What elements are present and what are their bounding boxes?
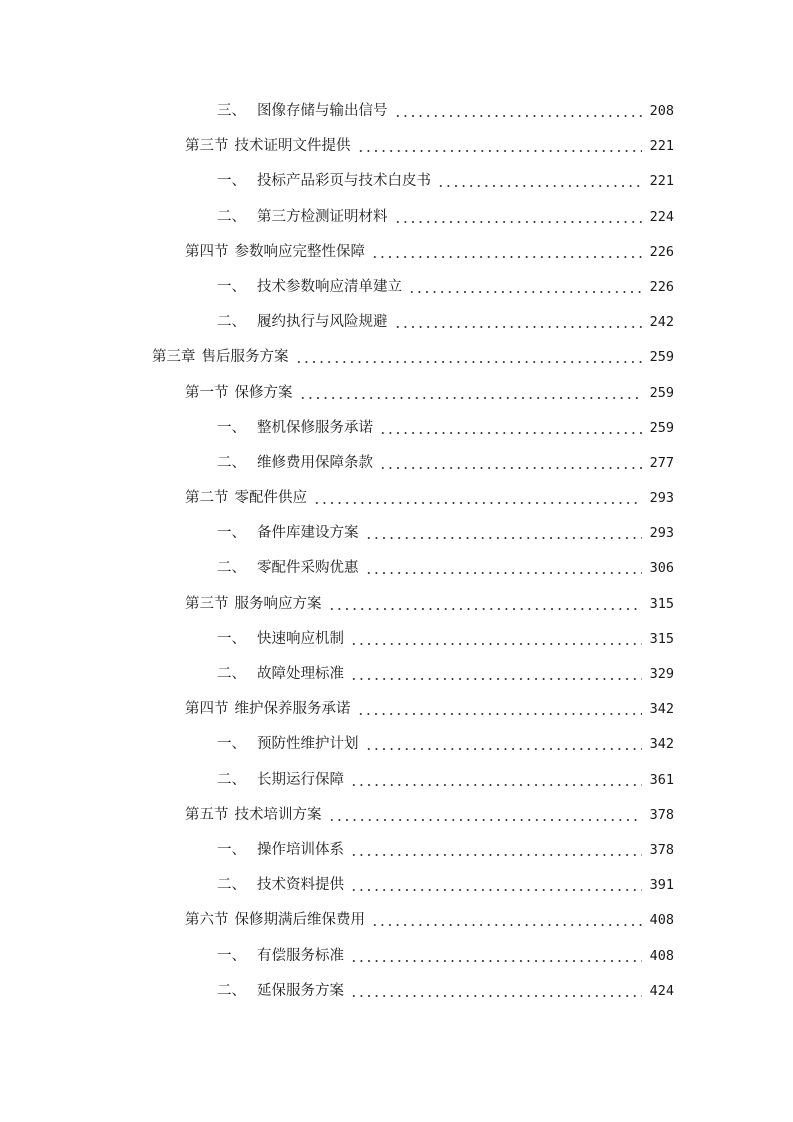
toc-entry-title: 维护保养服务承诺 (234, 701, 351, 718)
toc-entry-line (185, 481, 674, 516)
toc-entry-number: 第四节 (185, 701, 229, 718)
toc-entry-number: 一、 (217, 630, 246, 647)
toc-entry-item[interactable] (0, 94, 793, 129)
toc-dot-leader (326, 798, 649, 833)
toc-page-number: 315 (649, 630, 674, 647)
toc-entry-title: 延保服务方案 (257, 982, 344, 999)
toc-entry-title: 长期运行保障 (257, 771, 344, 788)
toc-entry-line (217, 657, 674, 692)
toc-entry-item[interactable] (0, 200, 793, 235)
toc-entry-number: 二、 (217, 982, 246, 999)
toc-page-number: 342 (649, 701, 674, 718)
toc-entry-item[interactable] (0, 622, 793, 657)
toc-page-number: 259 (649, 419, 674, 436)
toc-page-number: 221 (649, 173, 674, 190)
toc-entry-line (152, 340, 674, 375)
toc-entry-number: 二、 (217, 877, 246, 894)
toc-entry-line (185, 798, 674, 833)
toc-entry-line (185, 903, 674, 938)
toc-entry-section[interactable] (0, 481, 793, 516)
toc-entry-title: 参数响应完整性保障 (234, 243, 365, 260)
toc-dot-leader (355, 692, 649, 727)
toc-dot-leader (348, 622, 648, 657)
toc-page-number: 408 (649, 912, 674, 929)
toc-page-number: 342 (649, 736, 674, 753)
toc-entry-number: 三、 (217, 103, 246, 119)
toc-page-number: 391 (649, 877, 674, 894)
toc-entry-number: 一、 (217, 841, 246, 858)
toc-entry-title: 第三方检测证明材料 (257, 208, 388, 225)
toc-entry-title: 维修费用保障条款 (257, 454, 373, 471)
toc-page-number: 315 (649, 595, 674, 612)
toc-dot-leader (435, 164, 648, 199)
toc-entry-title: 保修期满后维保费用 (234, 912, 365, 929)
toc-entry-item[interactable] (0, 939, 793, 974)
toc-dot-leader (348, 939, 648, 974)
toc-dot-leader (311, 481, 648, 516)
toc-page-number: 424 (649, 982, 674, 999)
toc-entry-number: 二、 (217, 771, 246, 788)
toc-page-number: 306 (649, 560, 674, 577)
toc-entry-item[interactable] (0, 727, 793, 762)
toc-page-number: 226 (649, 278, 674, 295)
toc-entry-line (217, 551, 674, 586)
toc-entry-line (217, 305, 674, 340)
toc-entry-line (217, 516, 674, 551)
toc-entry-line (185, 587, 674, 622)
toc-entry-section[interactable] (0, 903, 793, 938)
toc-entry-item[interactable] (0, 763, 793, 798)
toc-entry-item[interactable] (0, 270, 793, 305)
toc-entry-chapter[interactable] (0, 340, 793, 375)
toc-entry-line (185, 376, 674, 411)
toc-dot-leader (348, 868, 648, 903)
toc-entry-number: 第四节 (185, 243, 229, 260)
toc-page-number: 208 (649, 103, 674, 119)
toc-entry-number: 第三节 (185, 138, 229, 155)
toc-dot-leader (348, 833, 648, 868)
toc-entry-item[interactable] (0, 164, 793, 199)
toc-entry-title: 售后服务方案 (201, 349, 289, 366)
toc-entry-number: 第二节 (185, 490, 229, 507)
toc-entry-title: 技术资料提供 (257, 877, 344, 894)
toc-entry-number: 二、 (217, 208, 246, 225)
toc-page-number: 378 (649, 841, 674, 858)
toc-entry-number: 一、 (217, 947, 246, 964)
toc-entry-number: 一、 (217, 419, 246, 436)
toc-dot-leader (392, 200, 649, 235)
toc-entry-line (217, 727, 674, 762)
toc-entry-item[interactable] (0, 974, 793, 1009)
toc-entry-title: 预防性维护计划 (257, 736, 359, 753)
toc-entry-number: 二、 (217, 314, 246, 331)
toc-dot-leader (355, 129, 649, 164)
toc-entry-title: 履约执行与风险规避 (257, 314, 388, 331)
toc-entry-number: 第五节 (185, 806, 229, 823)
toc-entry-item[interactable] (0, 411, 793, 446)
toc-entry-number: 二、 (217, 666, 246, 682)
toc-entry-title: 零配件采购优惠 (257, 560, 359, 577)
toc-page-number: 293 (649, 490, 674, 507)
toc-entry-number: 一、 (217, 278, 246, 295)
toc-entry-line (217, 833, 674, 868)
toc-entry-line (217, 164, 674, 199)
toc-entry-number: 第一节 (185, 384, 229, 401)
toc-page-number: 293 (649, 525, 674, 542)
toc-entry-number: 第三节 (185, 595, 229, 612)
toc-entry-title: 整机保修服务承诺 (257, 419, 373, 436)
toc-page-number: 242 (649, 314, 674, 331)
toc-entry-title: 图像存储与输出信号 (257, 103, 388, 119)
toc-page-number: 221 (649, 138, 674, 155)
toc-entry-title: 操作培训体系 (257, 841, 344, 858)
toc-dot-leader (369, 903, 648, 938)
table-of-contents (0, 94, 793, 1009)
toc-entry-line (217, 939, 674, 974)
toc-entry-line (217, 868, 674, 903)
toc-page-number: 224 (649, 208, 674, 225)
toc-entry-item[interactable] (0, 657, 793, 692)
toc-dot-leader (377, 411, 648, 446)
toc-page-number: 277 (649, 454, 674, 471)
toc-entry-number: 二、 (217, 454, 246, 471)
toc-page-number: 408 (649, 947, 674, 964)
toc-entry-line (185, 692, 674, 727)
toc-entry-line (217, 200, 674, 235)
toc-dot-leader (369, 235, 648, 270)
toc-entry-line (217, 94, 674, 129)
toc-dot-leader (348, 657, 648, 692)
toc-entry-section[interactable] (0, 235, 793, 270)
toc-entry-section[interactable] (0, 692, 793, 727)
toc-entry-number: 第三章 (152, 349, 196, 366)
toc-entry-title: 投标产品彩页与技术白皮书 (257, 173, 431, 190)
toc-entry-section[interactable] (0, 798, 793, 833)
toc-entry-title: 快速响应机制 (257, 630, 344, 647)
toc-page-number: 361 (649, 771, 674, 788)
toc-entry-item[interactable] (0, 551, 793, 586)
toc-entry-title: 技术参数响应清单建立 (257, 278, 402, 295)
toc-page-number: 329 (649, 666, 674, 682)
toc-entry-line (217, 622, 674, 657)
toc-entry-number: 一、 (217, 736, 246, 753)
toc-entry-item[interactable] (0, 305, 793, 340)
toc-entry-number: 一、 (217, 525, 246, 542)
toc-page-number: 259 (649, 384, 674, 401)
toc-dot-leader (406, 270, 648, 305)
toc-entry-section[interactable] (0, 376, 793, 411)
toc-dot-leader (392, 305, 649, 340)
toc-entry-title: 有偿服务标准 (257, 947, 344, 964)
toc-dot-leader (293, 340, 649, 375)
toc-page-number: 259 (649, 349, 674, 366)
toc-dot-leader (363, 727, 649, 762)
toc-entry-line (217, 446, 674, 481)
toc-dot-leader (348, 974, 648, 1009)
toc-entry-title: 备件库建设方案 (257, 525, 359, 542)
toc-entry-number: 一、 (217, 173, 246, 190)
toc-entry-line (217, 974, 674, 1009)
toc-entry-title: 技术培训方案 (234, 806, 322, 823)
toc-entry-number: 第六节 (185, 912, 229, 929)
toc-entry-item[interactable] (0, 516, 793, 551)
toc-dot-leader (392, 94, 649, 129)
toc-dot-leader (297, 376, 649, 411)
toc-entry-title: 零配件供应 (234, 490, 307, 507)
toc-entry-line (217, 411, 674, 446)
toc-entry-line (217, 270, 674, 305)
toc-page-number: 226 (649, 243, 674, 260)
toc-entry-title: 技术证明文件提供 (234, 138, 351, 155)
toc-entry-item[interactable] (0, 833, 793, 868)
toc-dot-leader (363, 551, 649, 586)
toc-entry-number: 二、 (217, 560, 246, 577)
toc-dot-leader (348, 763, 648, 798)
toc-entry-section[interactable] (0, 129, 793, 164)
toc-dot-leader (363, 516, 649, 551)
toc-dot-leader (377, 446, 648, 481)
toc-dot-leader (326, 587, 649, 622)
toc-entry-section[interactable] (0, 587, 793, 622)
toc-entry-line (185, 129, 674, 164)
toc-entry-line (217, 763, 674, 798)
toc-entry-item[interactable] (0, 868, 793, 903)
toc-entry-line (185, 235, 674, 270)
toc-entry-title: 故障处理标准 (257, 666, 344, 682)
toc-page-number: 378 (649, 806, 674, 823)
toc-entry-title: 服务响应方案 (234, 595, 322, 612)
toc-entry-item[interactable] (0, 446, 793, 481)
toc-entry-title: 保修方案 (234, 384, 293, 401)
